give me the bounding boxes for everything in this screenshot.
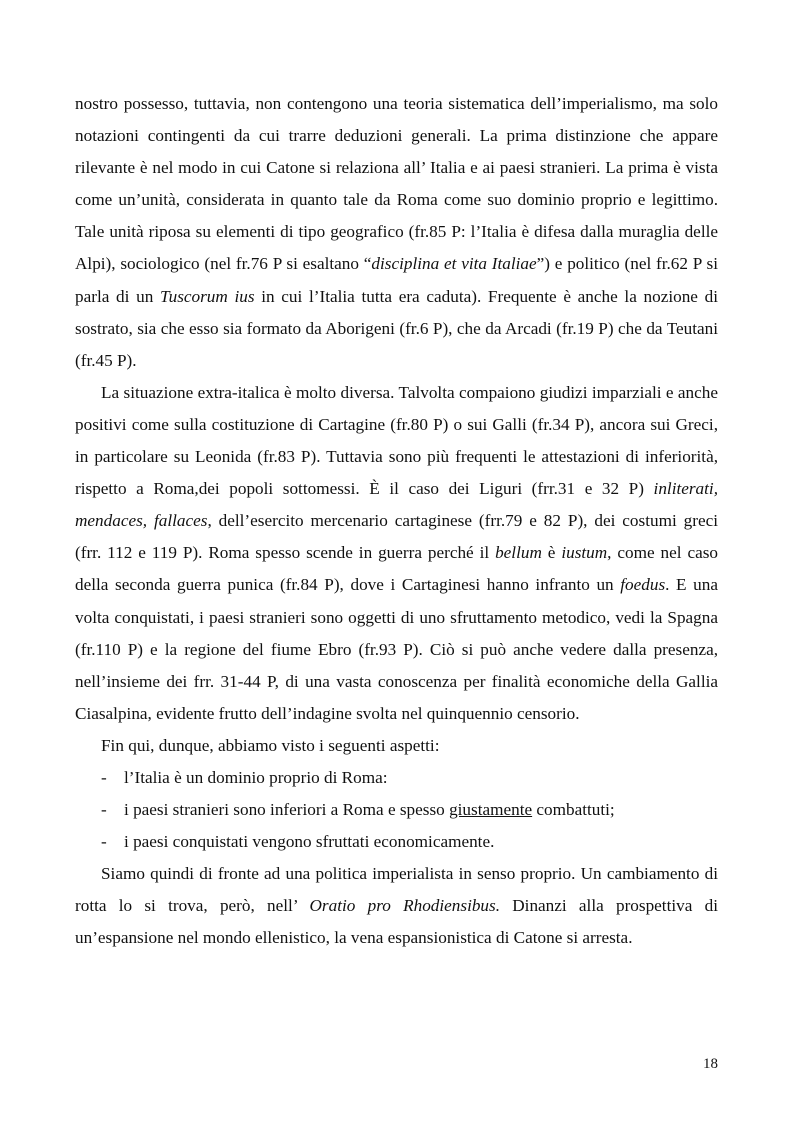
italic-text: bellum: [495, 543, 542, 563]
text-run: in cui l’Italia tutta era caduta). Frequente è anche la nozione di sostrato, sia che esso sia formato da Aborigeni (fr.6 P), che da Arcadi (fr.19 P) che da Teutani (fr.45 P).: [75, 286, 718, 370]
italic-text: iustum: [561, 543, 608, 563]
list-marker: -: [101, 800, 107, 820]
list-item: [75, 826, 718, 858]
text-run: l’Italia è un dominio proprio di Roma:: [124, 767, 388, 787]
list-item-text: [124, 832, 494, 851]
closing-paragraph: [75, 858, 718, 954]
text-run: nostro possesso, tuttavia, non contengono una teoria sistematica dell’imperialismo, ma solo notazioni contingenti da cui trarre deduzioni generali. La prima distinzione che appare rilevante è nel modo in cui Catone si relaziona all’ Italia e ai paesi stranieri. La prima è vista come un’unità, considerata in quanto tale da Roma come suo dominio proprio e legittimo. Tale unità riposa su elementi di tipo geografico (fr.85 P: l’Italia è difesa dalla muraglia delle Alpi), sociologico (nel fr.76 P si esaltano “: [75, 94, 718, 274]
text-run: , come nel caso della seconda guerra punica (fr.84 P), dove i Cartaginesi hanno infranto un: [75, 543, 718, 595]
list-marker: -: [101, 832, 107, 852]
list-item-text: [124, 800, 615, 819]
paragraph-3: [75, 730, 718, 762]
page-number: 18: [703, 1056, 718, 1072]
text-run: Dinanzi alla prospettiva di un’espansione nel mondo ellenistico, la vena espansionistica di Catone si arresta.: [75, 896, 718, 948]
text-run: i paesi conquistati vengono sfruttati economicamente.: [124, 832, 495, 852]
text-run: , dell’esercito mercenario cartaginese (frr.79 e 82 P), dei costumi greci (frr. 112 e 119 P). Roma spesso scende in guerra perché il: [75, 511, 718, 563]
list-marker: -: [101, 767, 107, 787]
text-run: i paesi stranieri sono inferiori a Roma e spesso: [124, 800, 450, 820]
italic-text: inliterati, mendaces, fallaces: [75, 479, 718, 531]
italic-text: disciplina et vita Italiae: [371, 254, 537, 274]
text-run: Fin qui, dunque, abbiamo visto i seguenti aspetti:: [101, 735, 440, 755]
text-run: . E una volta conquistati, i paesi stranieri sono oggetti di uno sfruttamento metodico, vedi la Spagna (fr.110 P) e la regione del fiume Ebro (fr.93 P). Ciò si può anche vedere dalla presenza, nell’insieme dei frr. 31-44 P, di una vasta conoscenza per finalità economiche della Gallia Ciasalpina, evidente frutto dell’indagine svolta nel quinquennio censorio.: [75, 575, 718, 723]
list-item-text: [124, 768, 388, 787]
italic-text: Tuscorum ius: [159, 286, 255, 306]
text-run: La situazione extra-italica è molto diversa. Talvolta compaiono giudizi imparziali e anche positivi come sulla costituzione di Cartagine (fr.80 P) o sui Galli (fr.34 P), ancora sui Greci, in particolare su Leonida (fr.83 P). Tuttavia sono più frequenti le attestazioni di inferiorità, rispetto a Roma,dei popoli sottomessi. È il caso dei Liguri (frr.31 e 32 P): [75, 382, 718, 499]
text-run: è: [541, 543, 562, 563]
paragraph-2: [75, 377, 718, 730]
list-item: [75, 794, 718, 826]
text-run: combattuti;: [532, 800, 615, 820]
underlined-text: giustamente: [449, 800, 533, 820]
paragraph-1: [75, 88, 718, 377]
summary-list: [75, 762, 718, 858]
italic-text: Oratio pro Rhodiensibus.: [309, 896, 501, 916]
text-run: Siamo quindi di fronte ad una politica imperialista in senso proprio. Un cambiamento di rotta lo si trova, però, nell’: [75, 864, 718, 916]
italic-text: foedus: [620, 575, 666, 595]
text-run: ”) e politico (nel fr.62 P si parla di un: [75, 254, 718, 306]
body-text: [75, 88, 718, 955]
list-item: [75, 762, 718, 794]
